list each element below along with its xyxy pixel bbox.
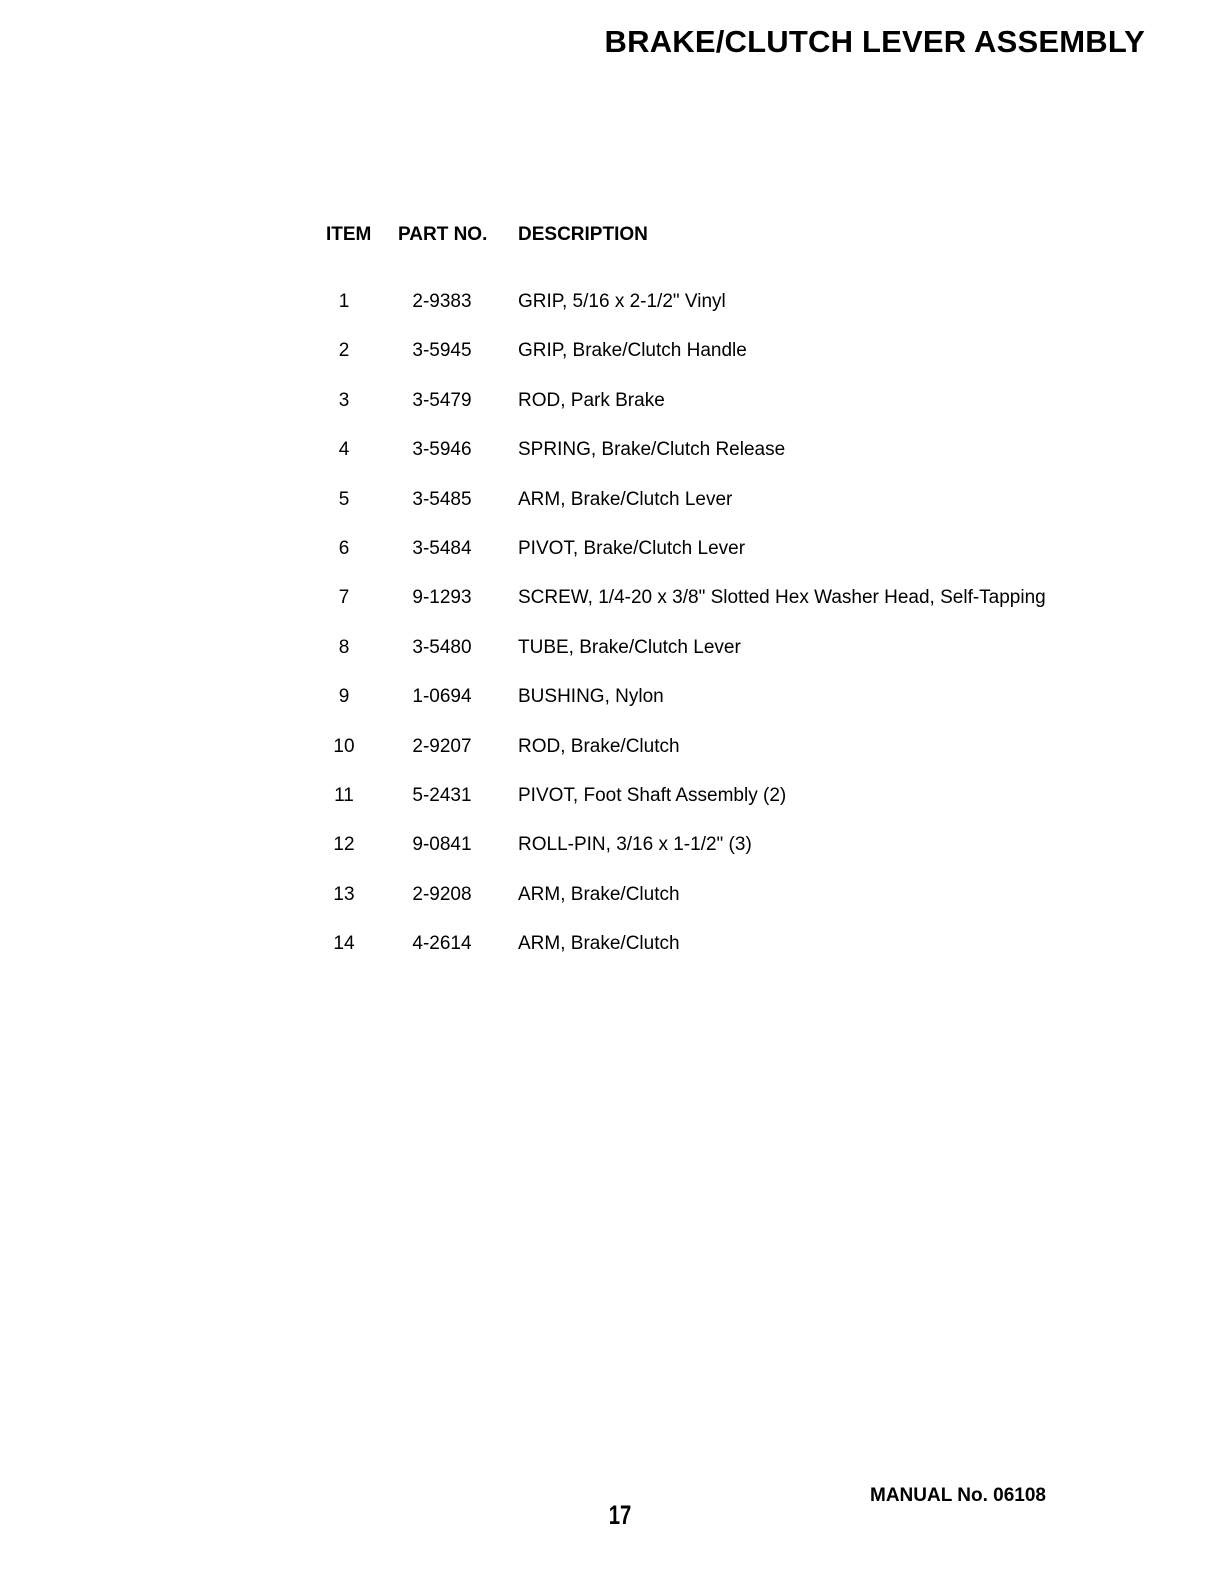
table-row [0,489,1227,538]
part-description: ROLL-PIN, 3/16 x 1-1/2" (3) [518,834,752,856]
header-description: DESCRIPTION [518,224,648,245]
table-row [0,538,1227,587]
part-description: GRIP, Brake/Clutch Handle [518,340,747,362]
page-number: 17 [608,1500,632,1530]
table-row [0,291,1227,340]
item-number: 13 [333,883,355,905]
part-description: PIVOT, Brake/Clutch Lever [518,537,746,559]
item-number: 11 [334,784,354,806]
part-description: ARM, Brake/Clutch [518,933,680,955]
part-description: SCREW, 1/4-20 x 3/8" Slotted Hex Washer Head, Self-Tapping [518,587,1046,609]
table-row [0,785,1227,834]
part-number: 3-5485 [412,488,472,510]
part-number: 2-9383 [412,291,472,312]
table-row [0,439,1227,488]
item-number: 12 [333,834,355,856]
table-header [0,224,1227,250]
item-number: 9 [338,686,350,708]
part-description: GRIP, 5/16 x 2-1/2" Vinyl [518,291,726,312]
part-description: ROD, Brake/Clutch [518,735,680,757]
item-number: 2 [338,340,350,362]
item-number: 3 [338,389,350,411]
part-number: 4-2614 [412,933,472,955]
part-number: 2-9208 [412,883,472,905]
part-description: PIVOT, Foot Shaft Assembly (2) [518,784,787,806]
item-number: 6 [338,537,350,559]
part-number: 2-9207 [412,735,472,757]
table-row [0,884,1227,933]
part-number: 9-1293 [412,587,472,609]
part-number: 9-0841 [412,834,472,856]
part-number: 3-5946 [412,439,472,461]
header-item: ITEM [326,224,372,245]
item-number: 4 [338,439,350,461]
table-row [0,587,1227,636]
part-description: ARM, Brake/Clutch Lever [518,488,733,510]
table-row [0,933,1227,982]
item-number: 10 [333,735,355,757]
part-number: 3-5479 [412,389,472,411]
table-row [0,340,1227,389]
table-row [0,637,1227,686]
item-number: 1 [338,291,350,312]
part-description: ARM, Brake/Clutch [518,883,680,905]
table-row [0,686,1227,735]
table-row [0,834,1227,883]
part-description: TUBE, Brake/Clutch Lever [518,636,741,658]
part-number: 3-5484 [412,537,472,559]
part-number: 5-2431 [412,784,472,806]
item-number: 14 [333,933,355,955]
item-number: 5 [338,488,350,510]
page-title: BRAKE/CLUTCH LEVER ASSEMBLY [604,24,1145,59]
part-number: 1-0694 [412,686,472,708]
item-number: 8 [338,636,350,658]
manual-number: MANUAL No. 06108 [870,1485,1046,1506]
item-number: 7 [338,587,350,609]
header-part-no: PART NO. [398,224,488,245]
part-number: 3-5945 [412,340,472,362]
part-description: ROD, Park Brake [518,389,665,411]
part-description: BUSHING, Nylon [518,686,664,708]
table-row [0,390,1227,439]
table-row [0,736,1227,785]
parts-list [0,291,1227,982]
part-number: 3-5480 [412,636,472,658]
part-description: SPRING, Brake/Clutch Release [518,439,786,461]
